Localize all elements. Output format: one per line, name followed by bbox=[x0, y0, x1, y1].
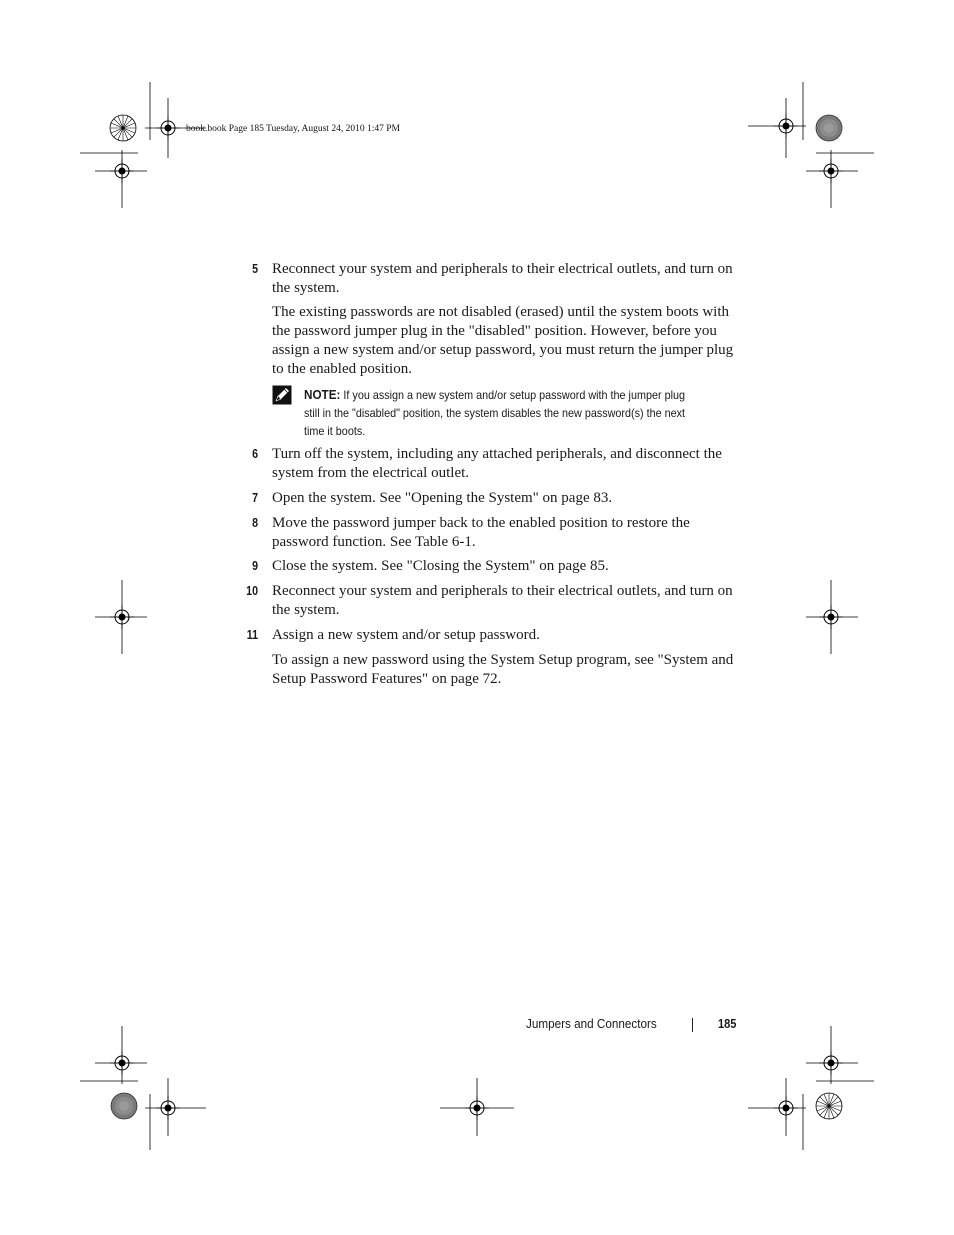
step-text: Reconnect your system and peripherals to their electrical outlets, and turn on the system. bbox=[272, 261, 733, 296]
footer-section-title: Jumpers and Connectors bbox=[526, 1016, 657, 1031]
step-text: Turn off the system, including any attached peripherals, and disconnect the system from the electrical outlet. bbox=[272, 446, 722, 481]
step-number: 10 bbox=[246, 583, 258, 598]
step-number: 8 bbox=[252, 515, 258, 530]
page-number: 185 bbox=[718, 1016, 737, 1031]
note-body: If you assign a new system and/or setup password with the jumper plug still in the "disabled" position, the system disables the new password(s) the next time it boots. bbox=[304, 388, 686, 438]
step-number: 9 bbox=[252, 558, 258, 573]
step-number: 6 bbox=[252, 446, 258, 461]
step-number: 5 bbox=[252, 261, 258, 276]
print-slug: book.book Page 185 Tuesday, August 24, 2010 1:47 PM bbox=[186, 124, 400, 134]
note-text bbox=[304, 386, 700, 440]
step-text: Close the system. See "Closing the System" on page 85. bbox=[272, 558, 609, 574]
starburst-mark bbox=[110, 115, 136, 141]
step-text: Assign a new system and/or setup password. bbox=[272, 627, 540, 643]
footer-divider bbox=[692, 1018, 693, 1032]
step-number: 7 bbox=[252, 490, 258, 505]
body-paragraph: To assign a new password using the System Setup program, see "System and Setup Password Features" on page 72. bbox=[272, 652, 734, 687]
pencil-note-icon bbox=[272, 385, 292, 405]
step-text: Open the system. See "Opening the System" on page 83. bbox=[272, 490, 613, 506]
step-number: 11 bbox=[246, 627, 258, 642]
note-label: NOTE: bbox=[304, 387, 341, 402]
step-text: Reconnect your system and peripherals to their electrical outlets, and turn on the system. bbox=[272, 583, 733, 618]
step-text: Move the password jumper back to the enabled position to restore the password function. See Table 6-1. bbox=[272, 515, 690, 550]
body-paragraph: The existing passwords are not disabled (erased) until the system boots with the password jumper plug in the "disabled" position. However, before you assign a new system and/or setup password, you must return the jumper plug to the enabled position. bbox=[272, 304, 734, 377]
